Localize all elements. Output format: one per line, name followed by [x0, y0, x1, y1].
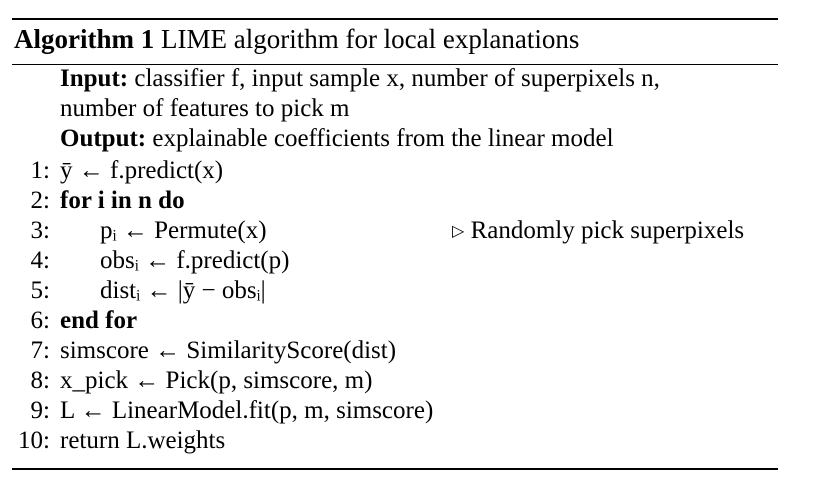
line-text: x_pick ← Pick(p, simscore, m) — [60, 367, 373, 394]
algo-line-3 — [12, 216, 792, 246]
line-text: end for — [60, 307, 138, 334]
line-text: distᵢ ← |ȳ − obsᵢ| — [100, 277, 266, 304]
output-text: explainable coefficients from the linear model — [152, 125, 614, 152]
line-text: pᵢ ← Permute(x) — [100, 217, 267, 244]
algo-line-5 — [12, 276, 792, 306]
algo-line-6 — [12, 306, 792, 336]
line-number: 4: — [30, 247, 50, 274]
algo-line-2 — [12, 186, 792, 216]
input-label: Input: — [60, 65, 129, 92]
line-comment — [452, 216, 744, 247]
algo-line-7 — [12, 336, 792, 366]
line-number: 3: — [30, 217, 50, 244]
input-text-1: classifier f, input sample x, number of superpixels n, — [134, 65, 660, 92]
line-number: 6: — [30, 307, 50, 334]
line-number: 1: — [30, 157, 50, 184]
input-line-2 — [12, 94, 792, 124]
algo-line-10 — [12, 426, 792, 456]
line-text: return L.weights — [60, 427, 226, 454]
input-text-2: number of features to pick m — [60, 95, 350, 122]
line-number: 9: — [30, 397, 50, 424]
line-number: 5: — [30, 277, 50, 304]
output-label: Output: — [60, 125, 147, 152]
line-text: ȳ ← f.predict(x) — [60, 157, 224, 184]
algo-line-9 — [12, 396, 792, 426]
algorithm-label: Algorithm 1 — [14, 24, 155, 54]
input-line-1 — [12, 64, 792, 94]
output-line — [12, 124, 792, 154]
bottom-rule — [12, 468, 778, 470]
line-text: simscore ← SimilarityScore(dist) — [60, 337, 397, 364]
line-text: for i in n do — [60, 187, 185, 214]
line-text: obsᵢ ← f.predict(p) — [100, 247, 290, 274]
algorithm-box — [12, 18, 778, 65]
algorithm-title — [12, 20, 778, 58]
comment-triangle-icon: ▷ — [452, 223, 465, 240]
line-text: L ← LinearModel.fit(p, m, simscore) — [60, 397, 434, 424]
algo-line-8 — [12, 366, 792, 396]
line-number: 2: — [30, 187, 50, 214]
algo-line-1 — [12, 156, 792, 186]
algo-line-4 — [12, 246, 792, 276]
line-number: 7: — [30, 337, 50, 364]
line-number: 10: — [18, 427, 50, 454]
algorithm-title-text: LIME algorithm for local explanations — [160, 24, 580, 54]
line-number: 8: — [30, 367, 50, 394]
comment-text: Randomly pick superpixels — [470, 217, 745, 244]
